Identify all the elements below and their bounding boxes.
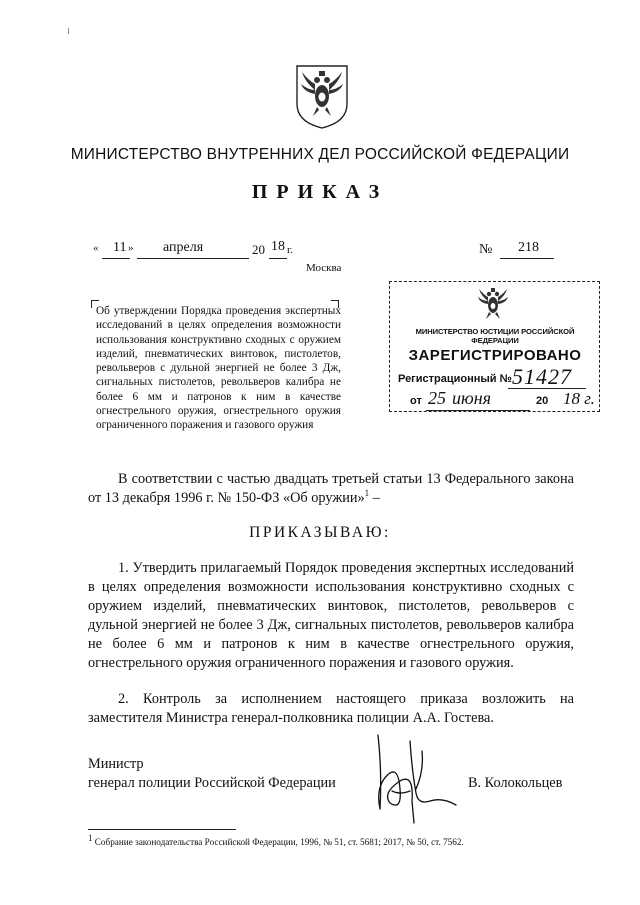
- date-month-underline: [137, 258, 249, 259]
- city: Москва: [306, 262, 342, 274]
- stamp-year-suffix: 18 г.: [563, 389, 595, 408]
- order-number: 218: [518, 240, 539, 255]
- stamp-date-underline: [426, 410, 530, 411]
- stamp-date-prefix: от: [410, 395, 422, 407]
- clause-1: 1. Утвердить прилагаемый Порядок проведения экспертных исследований в целях определения возможности использования конструктивно сходных с оружием изделий, пневматических винтовок, пистолетов, револьверов с дульной энергией не более 3 Дж, сигнальных пистолетов, револьверов калибра не более 6 мм и патронов к ним в качестве огнестрельного оружия, огнестрельного оружия ограниченного поражения и газового оружия.: [88, 560, 574, 671]
- footnote-mark: 1: [88, 832, 93, 843]
- footnote-text: Собрание законодательства Российской Федерации, 1996, № 51, ст. 5681; 2017, № 50, ст. 7562.: [92, 837, 464, 847]
- year-abbr: г.: [287, 244, 294, 256]
- scan-mark: [68, 28, 69, 34]
- quote-open: «: [93, 242, 99, 254]
- decree-heading: ПРИКАЗЫВАЮ:: [249, 524, 391, 541]
- stamp-reg-label: Регистрационный №: [398, 373, 512, 385]
- stamp-date-month: июня: [452, 388, 491, 408]
- ministry-heading: МИНИСТЕРСТВО ВНУТРЕННИХ ДЕЛ РОССИЙСКОЙ ФЕДЕРАЦИИ: [70, 146, 570, 163]
- preamble-text: В соответствии с частью двадцать третьей статьи 13 Федерального закона от 13 декабря 1996 г. № 150-ФЗ «Об оружии»: [88, 471, 574, 506]
- signer-rank: генерал полиции Российской Федерации: [88, 775, 336, 791]
- stamp-reg-number: 51427: [512, 364, 572, 389]
- stamp-eagle-icon: [476, 286, 510, 322]
- stamp-date-day: 25: [428, 388, 446, 408]
- footnote-separator: [88, 829, 236, 830]
- footnote: [88, 832, 464, 847]
- stamp-ministry: МИНИСТЕРСТВО ЮСТИЦИИ РОССИЙСКОЙ ФЕДЕРАЦИИ: [415, 327, 575, 345]
- clause-2: 2. Контроль за исполнением настоящего приказа возложить на заместителя Министра генерал-полковника полиции А.А. Гостева.: [88, 691, 574, 726]
- preamble: [88, 470, 574, 508]
- coat-of-arms-icon: [293, 60, 351, 130]
- number-underline: [500, 258, 554, 259]
- document-title: ПРИКАЗ: [251, 181, 389, 203]
- signer-title: Министр: [88, 756, 144, 772]
- date-year-prefix: 20: [252, 242, 265, 257]
- footnote-ref: 1: [364, 488, 370, 499]
- date-year-suffix: 18: [271, 239, 285, 254]
- date-day: 11: [113, 240, 127, 255]
- date-day-underline: [102, 258, 130, 259]
- handwritten-signature: [370, 731, 460, 826]
- stamp-year-prefix: 20: [536, 395, 549, 407]
- quote-close: »: [128, 242, 134, 254]
- preamble-end: –: [369, 490, 380, 506]
- signer-name: В. Колокольцев: [468, 775, 563, 791]
- date-year-underline: [269, 258, 287, 259]
- date-month: апреля: [163, 240, 204, 255]
- number-label: №: [479, 242, 493, 257]
- order-subject: Об утверждении Порядка проведения экспертных исследований в целях определения возможности использования конструктивно сходных с оружием изделий, пневматических винтовок, пистолетов, револьверов с дульной энергией не более 3 Дж, сигнальных пистолетов, револьверов калибра не более 6 мм и патронов к ним в качестве огнестрельного оружия, огнестрельного оружия ограниченного поражения и газового оружия: [96, 305, 341, 432]
- stamp-status: ЗАРЕГИСТРИРОВАНО: [408, 347, 582, 364]
